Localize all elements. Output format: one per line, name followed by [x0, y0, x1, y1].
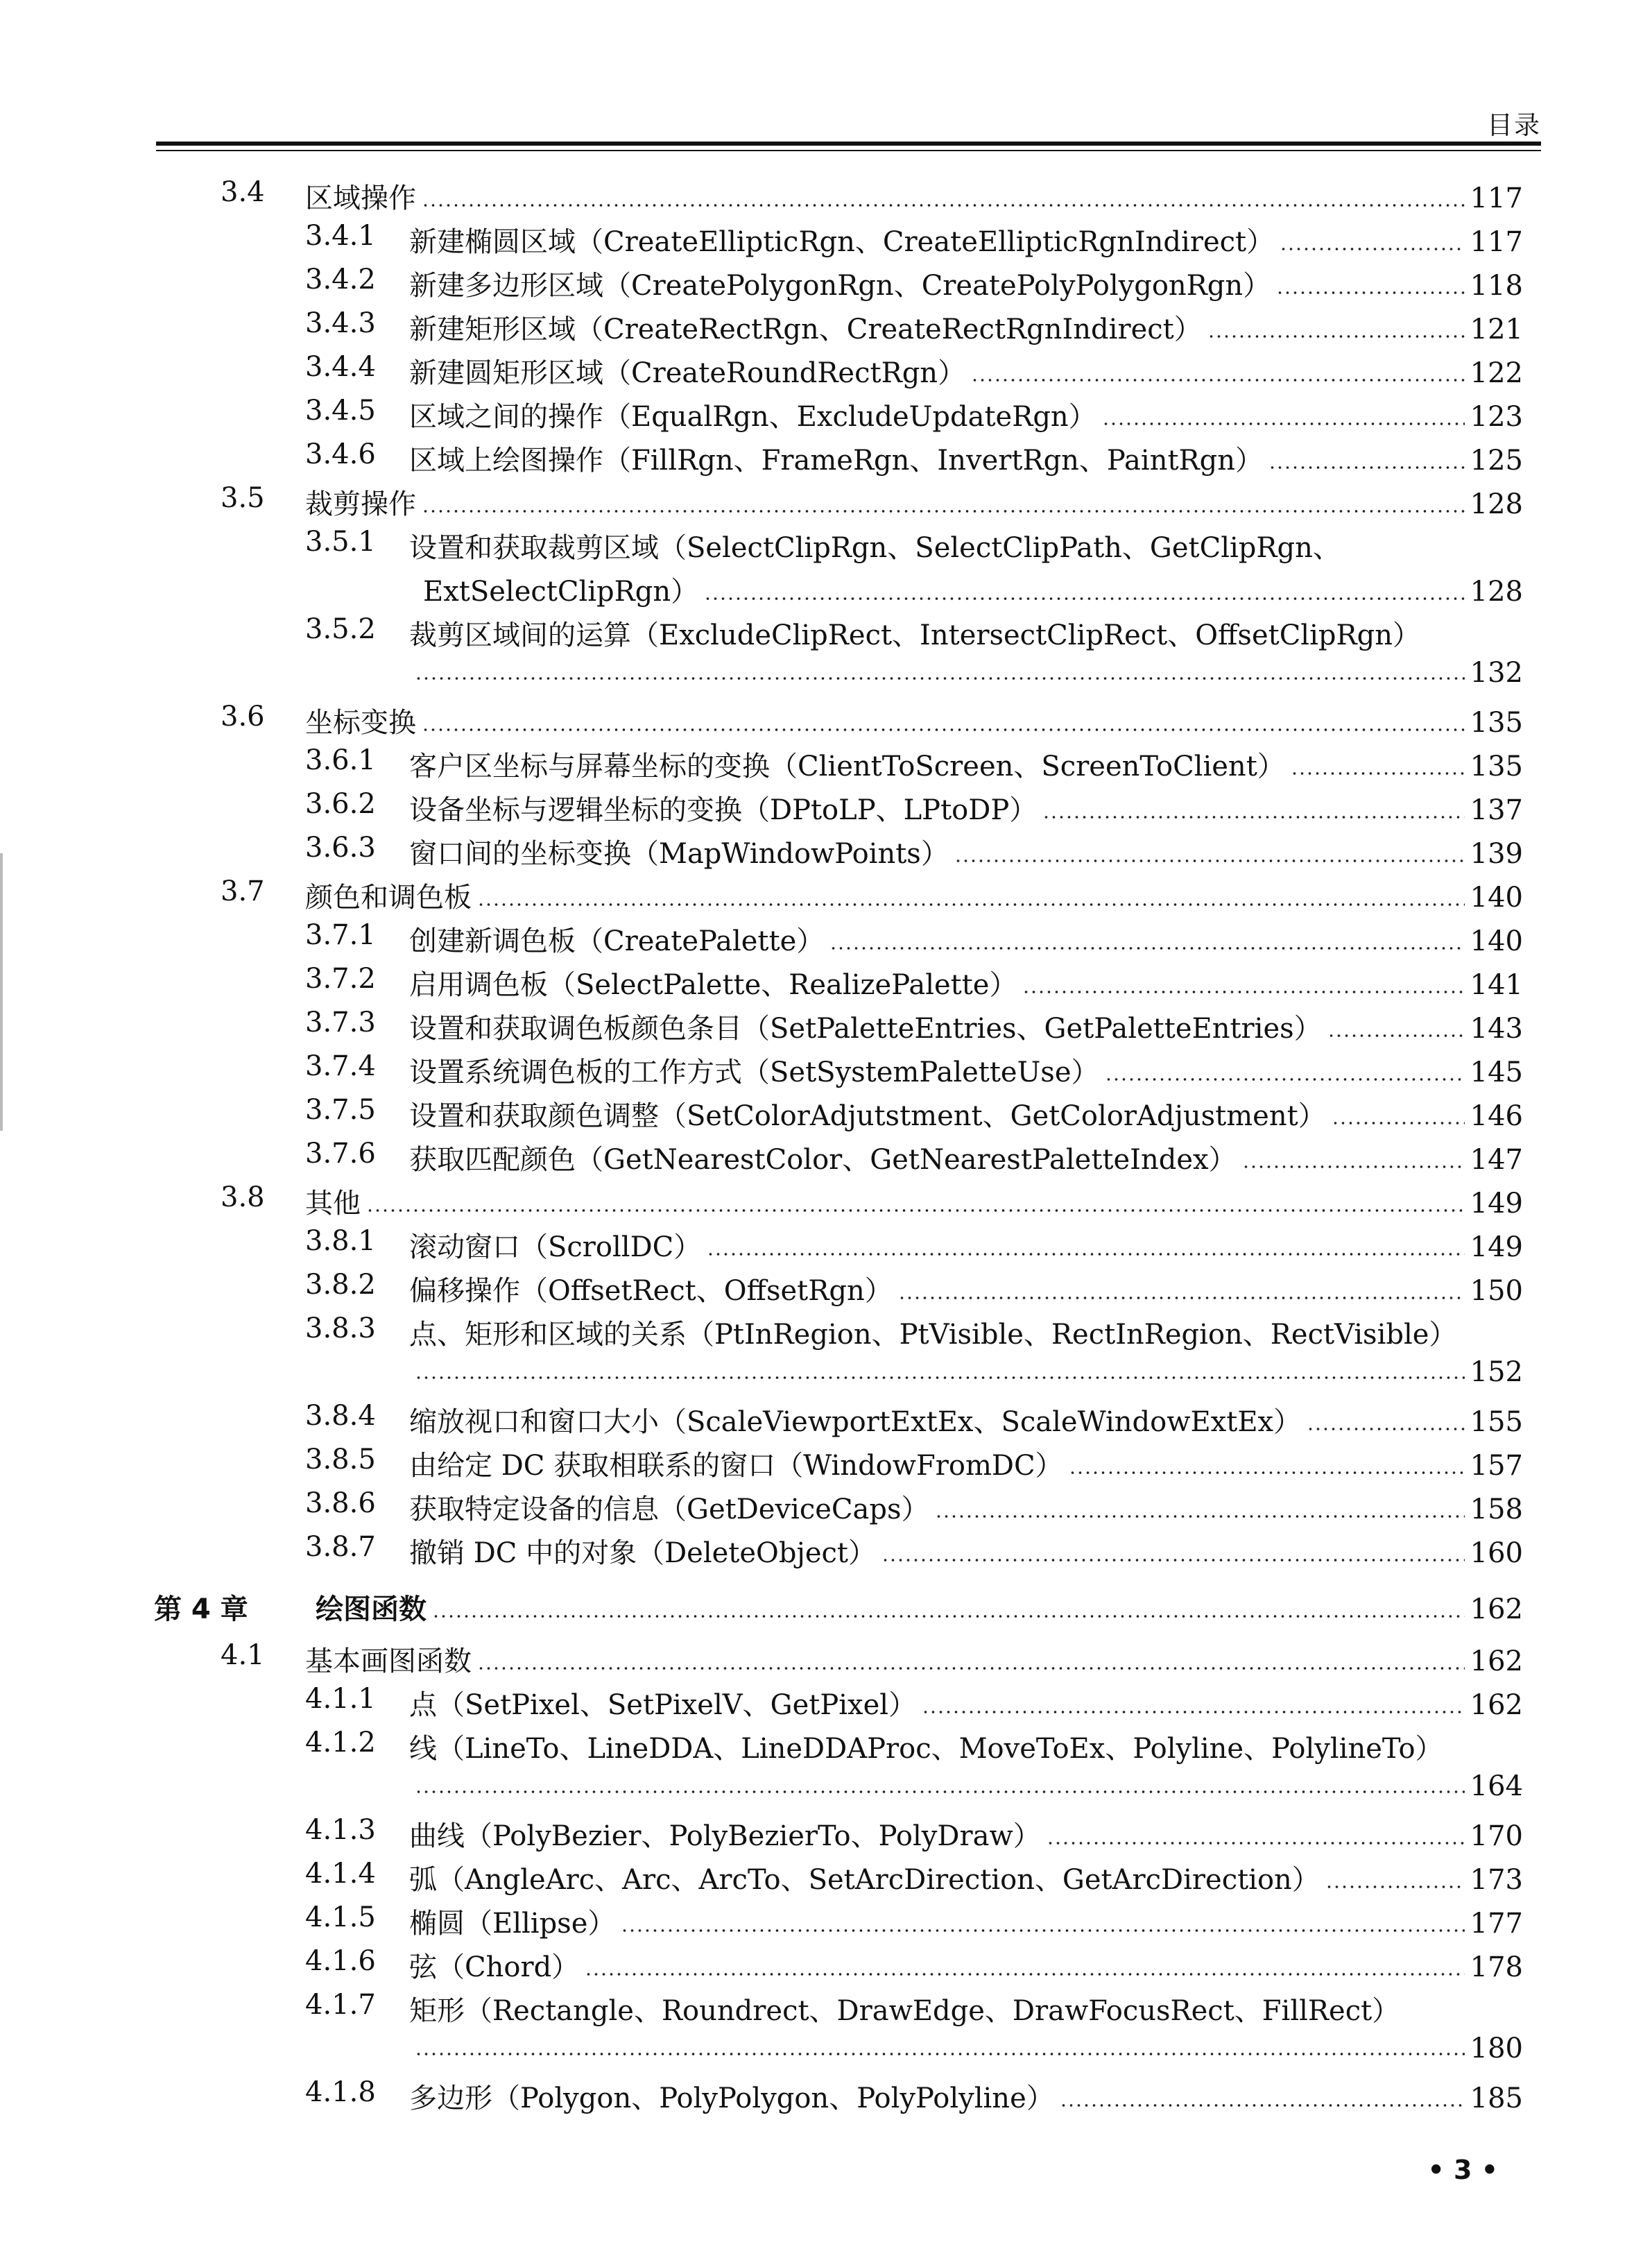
toc-page-number: 152: [1470, 1356, 1523, 1388]
toc-leader-dots: [1307, 1427, 1465, 1431]
toc-entry-line: [409, 1138, 1523, 1177]
toc-page-number: 177: [1470, 1908, 1523, 1940]
running-header-title: 目录: [1487, 110, 1541, 140]
toc-entry-line: [409, 832, 1523, 871]
toc-page-number: 137: [1470, 794, 1523, 826]
toc-entry-row[interactable]: [0, 1394, 1652, 1438]
toc-entry-title: 线（LineTo、LineDDA、LineDDAProc、MoveToEx、Polyline、PolylineTo）: [409, 1733, 1443, 1765]
toc-leader-dots: [585, 1972, 1464, 1976]
toc-entry-number: 3.7.2: [305, 963, 376, 995]
toc-page-number: 149: [1470, 1231, 1523, 1263]
toc-entry-row[interactable]: [0, 258, 1652, 302]
toc-page-number: 139: [1470, 838, 1523, 870]
toc-leader-dots: [1022, 990, 1464, 994]
toc-entry-line: [409, 1945, 1523, 1985]
toc-page-number: 185: [1470, 2082, 1523, 2114]
toc-page-number: 128: [1470, 576, 1523, 608]
toc-page-number: 145: [1470, 1057, 1523, 1088]
toc-entry-line: [409, 1269, 1523, 1308]
toc-leader-dots: [954, 859, 1465, 863]
toc-entry-title: 点（SetPixel、SetPixelV、GetPixel）: [409, 1689, 917, 1721]
toc-entry-number: 4.1.6: [305, 1945, 376, 1977]
toc-entry-row[interactable]: [0, 695, 1652, 739]
toc-entry-line: [409, 1444, 1523, 1483]
toc-page-number: 125: [1470, 445, 1523, 477]
toc-page-number: 135: [1470, 751, 1523, 782]
toc-page-number: 123: [1470, 401, 1523, 433]
toc-leader-dots: [707, 1252, 1464, 1256]
toc-leader-dots: [1069, 1471, 1465, 1475]
toc-page-number: 162: [1470, 1689, 1523, 1721]
toc-entry-number: 4.1.7: [305, 1989, 376, 2021]
toc-entry-number: 3.5.2: [305, 613, 376, 645]
toc-leader-dots: [415, 1790, 1465, 1794]
toc-entry-line: [409, 919, 1523, 959]
toc-entry-row[interactable]: [0, 1220, 1652, 1263]
toc-entry-number: 3.4.6: [305, 438, 376, 470]
header-rule-thin: [156, 150, 1541, 151]
toc-leader-dots: [1242, 1165, 1465, 1169]
toc-page-number: 157: [1470, 1450, 1523, 1482]
toc-entry-title: ExtSelectClipRgn）: [423, 576, 699, 608]
toc-leader-dots: [422, 203, 1465, 207]
toc-entry-line: [409, 744, 1523, 784]
toc-page-number: 178: [1470, 1951, 1523, 1983]
toc-page-number: 155: [1470, 1406, 1523, 1438]
toc-entry-row[interactable]: [0, 1176, 1652, 1220]
toc-entry-title: 新建多边形区域（CreatePolygonRgn、CreatePolyPolygonRgn）: [409, 270, 1271, 302]
toc-entry-title: 窗口间的坐标变换（MapWindowPoints）: [409, 838, 949, 870]
toc-leader-dots: [1327, 1034, 1465, 1038]
toc-entry-number: 4.1.3: [305, 1814, 376, 1846]
toc-entry-row[interactable]: [0, 1045, 1652, 1088]
toc-entry-row[interactable]: [0, 826, 1652, 870]
toc-entry-number: 3.8: [221, 1181, 265, 1213]
toc-leader-dots: [415, 2052, 1465, 2056]
toc-entry-line: [409, 1487, 1523, 1527]
toc-entry-line: [409, 1683, 1523, 1722]
toc-entry-number: 3.4.1: [305, 220, 376, 252]
toc-entry-title: 设置和获取调色板颜色条目（SetPaletteEntries、GetPaletteEntries）: [409, 1013, 1322, 1045]
toc-entry-row[interactable]: [0, 1307, 1652, 1351]
toc-leader-dots: [1276, 291, 1464, 295]
toc-entry-title: 裁剪区域间的运算（ExcludeClipRect、IntersectClipRect、OffsetClipRgn）: [409, 619, 1420, 651]
toc-leader-dots: [922, 1710, 1465, 1714]
toc-entry-line: [409, 963, 1523, 1002]
toc-entry-line: [409, 220, 1523, 259]
toc-entry-title: 多边形（Polygon、PolyPolygon、PolyPolyline）: [409, 2082, 1054, 2114]
toc-entry-line: [409, 1989, 1523, 2028]
toc-page-number: 128: [1470, 488, 1523, 520]
toc-entry-number: 3.8.2: [305, 1269, 376, 1301]
toc-entry-title: 区域操作: [305, 182, 416, 214]
toc-entry-row[interactable]: [0, 433, 1652, 477]
toc-entry-line: [409, 307, 1523, 347]
toc-entry-title: 椭圆（Ellipse）: [409, 1908, 616, 1940]
toc-entry-title: 创建新调色板（CreatePalette）: [409, 925, 825, 957]
toc-entry-line: [409, 395, 1523, 434]
toc-entry-title: 区域上绘图操作（FillRgn、FrameRgn、InvertRgn、PaintRgn）: [409, 445, 1264, 477]
toc-entry-number: 3.4.5: [305, 395, 376, 427]
toc-entry-title: 新建圆矩形区域（CreateRoundRectRgn）: [409, 357, 966, 389]
toc-entry-number: 3.8.6: [305, 1487, 376, 1519]
toc-leader-dots: [1105, 1077, 1465, 1081]
toc-entry-title: 滚动窗口（ScrollDC）: [409, 1231, 702, 1263]
toc-page-number: 143: [1470, 1013, 1523, 1045]
toc-entry-row[interactable]: [0, 1765, 1652, 1808]
toc-entry-number: 3.7.6: [305, 1138, 376, 1170]
toc-entry-title: 设置和获取裁剪区域（SelectClipRgn、SelectClipPath、GetClipRgn、: [409, 532, 1341, 564]
toc-entry-number: 3.8.3: [305, 1312, 376, 1344]
toc-entry-line: [409, 1356, 1523, 1388]
toc-page-number: 118: [1470, 270, 1523, 302]
toc-leader-dots: [1102, 422, 1465, 426]
toc-entry-title: 区域之间的操作（EqualRgn、ExcludeUpdateRgn）: [409, 401, 1096, 433]
toc-leader-dots: [1268, 465, 1465, 470]
toc-entry-row[interactable]: [0, 1351, 1652, 1394]
toc-entry-title: 弧（AngleArc、Arc、ArcTo、SetArcDirection、GetArcDirection）: [409, 1864, 1320, 1896]
toc-leader-dots: [935, 1514, 1465, 1519]
toc-entry-title: 新建矩形区域（CreateRectRgn、CreateRectRgnIndirect）: [409, 314, 1202, 345]
toc-entry-row[interactable]: [0, 1677, 1652, 1721]
toc-entry-title: 矩形（Rectangle、Roundrect、DrawEdge、DrawFocusRect、FillRect）: [409, 1995, 1400, 2027]
toc-leader-dots: [971, 378, 1465, 382]
toc-page-number: 140: [1470, 925, 1523, 957]
toc-entry-line: [409, 657, 1523, 689]
toc-entry-row[interactable]: [0, 782, 1652, 826]
toc-entry-row[interactable]: [0, 1001, 1652, 1045]
toc-entry-number: 4.1.1: [305, 1683, 376, 1715]
toc-page-number: 162: [1470, 1593, 1523, 1625]
toc-leader-dots: [366, 1208, 1465, 1213]
toc-entry-number: 3.5: [221, 482, 265, 514]
toc-page-number: 141: [1470, 969, 1523, 1001]
toc-entry-line: [409, 526, 1523, 565]
toc-page-number: 121: [1470, 314, 1523, 345]
toc-entry-line: [305, 1639, 1523, 1679]
toc-entry-line: [409, 1814, 1523, 1854]
toc-leader-dots: [881, 1558, 1465, 1562]
toc-entry-title: 坐标变换: [305, 707, 416, 739]
toc-entry-row[interactable]: [0, 1634, 1652, 1677]
toc-entry-line: [409, 1400, 1523, 1439]
toc-entry-row[interactable]: [0, 1721, 1652, 1765]
toc-leader-dots: [1060, 2103, 1465, 2107]
toc-entry-number: 3.6: [221, 701, 265, 733]
toc-entry-title: 基本画图函数: [305, 1645, 472, 1677]
toc-entry-line: [305, 176, 1523, 216]
toc-page-number: 180: [1470, 2033, 1523, 2064]
toc-leader-dots: [415, 676, 1465, 681]
toc-page-number: 135: [1470, 707, 1523, 739]
toc-entry-title: 弦（Chord）: [409, 1951, 580, 1983]
toc-entry-line: [409, 1727, 1523, 1766]
toc-entry-line: [409, 2033, 1523, 2064]
toc-leader-dots: [1332, 1121, 1465, 1125]
toc-entry-row[interactable]: [0, 1896, 1652, 1940]
toc-entry-row[interactable]: [0, 608, 1652, 651]
toc-entry-title: 客户区坐标与屏幕坐标的变换（ClientToScreen、ScreenToClient）: [409, 751, 1285, 782]
toc-entry-line: [409, 1901, 1523, 1941]
toc-leader-dots: [1207, 334, 1465, 339]
toc-entry-number: 3.8.7: [305, 1531, 376, 1563]
toc-leader-dots: [477, 903, 1465, 907]
toc-entry-line: [409, 1858, 1523, 1897]
toc-entry-line: [409, 788, 1523, 828]
toc-entry-number: 第 4 章: [154, 1593, 248, 1625]
toc-page-number: 147: [1470, 1144, 1523, 1176]
toc-entry-number: 3.4.3: [305, 307, 376, 339]
toc-page-number: 160: [1470, 1537, 1523, 1569]
toc-page-number: 117: [1470, 182, 1523, 214]
toc-entry-row[interactable]: [0, 389, 1652, 433]
toc-entry-line: [409, 2076, 1523, 2116]
toc-entry-line: [305, 701, 1523, 740]
toc-entry-row[interactable]: [0, 520, 1652, 564]
toc-entry-row[interactable]: [0, 651, 1652, 695]
toc-entry-row[interactable]: [0, 957, 1652, 1001]
toc-entry-number: 3.7.5: [305, 1094, 376, 1126]
toc-entry-title: 其他: [305, 1188, 361, 1220]
toc-entry-title: 缩放视口和窗口大小（ScaleViewportExtEx、ScaleWindowExtEx）: [409, 1406, 1302, 1438]
toc-entry-number: 4.1.2: [305, 1727, 376, 1759]
toc-leader-dots: [898, 1296, 1465, 1300]
toc-entry-title: 由给定 DC 获取相联系的窗口（WindowFromDC）: [409, 1450, 1063, 1482]
toc-leader-dots: [1280, 247, 1465, 251]
toc-entry-row[interactable]: [0, 1438, 1652, 1482]
toc-entry-row[interactable]: [0, 1808, 1652, 1852]
toc-entry-title: 偏移操作（OffsetRect、OffsetRgn）: [409, 1275, 893, 1307]
toc-leader-dots: [422, 728, 1465, 732]
toc-entry-row[interactable]: [0, 2027, 1652, 2071]
toc-entry-row[interactable]: [0, 345, 1652, 389]
toc-entry-number: 3.6.3: [305, 832, 376, 864]
toc-entry-row[interactable]: [0, 302, 1652, 345]
toc-entry-title: 启用调色板（SelectPalette、RealizePalette）: [409, 969, 1017, 1001]
scan-edge-mark: [0, 853, 3, 1131]
toc-entry-row[interactable]: [0, 2071, 1652, 2114]
toc-entry-number: 3.7: [221, 875, 265, 907]
toc-entry-line: [409, 264, 1523, 303]
toc-entry-line: [409, 1225, 1523, 1265]
toc-chapter-row[interactable]: [0, 1582, 1652, 1625]
toc-entry-number: 3.8.5: [305, 1444, 376, 1476]
toc-entry-line: [409, 1531, 1523, 1571]
toc-entry-line: [409, 1050, 1523, 1090]
toc-entry-number: 3.4.2: [305, 264, 376, 296]
toc-page-number: 170: [1470, 1820, 1523, 1852]
toc-page-number: 173: [1470, 1864, 1523, 1896]
toc-entry-title: 设备坐标与逻辑坐标的变换（DPtoLP、LPtoDP）: [409, 794, 1038, 826]
toc-page-number: 162: [1470, 1645, 1523, 1677]
toc-entry-row[interactable]: [0, 870, 1652, 914]
toc-entry-number: 3.5.1: [305, 526, 376, 558]
toc-entry-row[interactable]: [0, 1940, 1652, 1983]
toc-entry-row[interactable]: [0, 477, 1652, 520]
toc-entry-line: [409, 1094, 1523, 1134]
toc-entry-row[interactable]: [0, 171, 1652, 214]
toc-leader-dots: [704, 597, 1465, 601]
toc-entry-title: 获取匹配颜色（GetNearestColor、GetNearestPaletteIndex）: [409, 1144, 1237, 1176]
toc-entry-row[interactable]: [0, 1983, 1652, 2027]
toc-entry-title: 裁剪操作: [305, 488, 416, 520]
toc-entry-title: 新建椭圆区域（CreateEllipticRgn、CreateEllipticRgnIndirect）: [409, 226, 1275, 258]
toc-leader-dots: [432, 1614, 1465, 1618]
header-rule-thick: [156, 142, 1541, 146]
toc-entry-row[interactable]: [0, 1852, 1652, 1896]
toc-page-number: 149: [1470, 1188, 1523, 1220]
toc-entry-title: 曲线（PolyBezier、PolyBezierTo、PolyDraw）: [409, 1820, 1041, 1852]
toc-entry-line: [316, 1587, 1523, 1627]
toc-entry-line: [409, 1312, 1523, 1352]
toc-entry-number: 3.6.2: [305, 788, 376, 820]
toc-entry-title: 获取特定设备的信息（GetDeviceCaps）: [409, 1494, 929, 1525]
toc-entry-number: 3.7.1: [305, 919, 376, 951]
toc-leader-dots: [1042, 815, 1464, 819]
toc-entry-number: 3.4.4: [305, 351, 376, 383]
toc-entry-line: [305, 1181, 1523, 1221]
toc-leader-dots: [415, 1376, 1465, 1380]
toc-page-number: 140: [1470, 882, 1523, 914]
toc-entry-row[interactable]: [0, 564, 1652, 608]
toc-entry-number: 4.1.8: [305, 2076, 376, 2108]
toc-entry-title: 设置和获取颜色调整（SetColorAdjutstment、GetColorAdjustment）: [409, 1100, 1326, 1132]
toc-entry-number: 3.8.4: [305, 1400, 376, 1432]
toc-entry-line: [423, 570, 1523, 609]
toc-leader-dots: [621, 1928, 1464, 1933]
toc-entry-title: 绘图函数: [316, 1593, 427, 1625]
toc-leader-dots: [829, 946, 1464, 950]
table-of-contents: [0, 171, 1652, 2114]
toc-entry-row[interactable]: [0, 1263, 1652, 1307]
toc-entry-row[interactable]: [0, 914, 1652, 957]
toc-entry-number: 4.1.5: [305, 1901, 376, 1933]
toc-entry-number: 3.4: [221, 176, 265, 208]
toc-leader-dots: [477, 1666, 1465, 1670]
toc-entry-title: 颜色和调色板: [305, 882, 472, 914]
toc-entry-title: 设置系统调色板的工作方式（SetSystemPaletteUse）: [409, 1057, 1099, 1088]
toc-leader-dots: [422, 509, 1465, 513]
toc-leader-dots: [1047, 1841, 1465, 1845]
toc-entry-row[interactable]: [0, 1132, 1652, 1176]
toc-page-number: 158: [1470, 1494, 1523, 1525]
toc-entry-number: 3.6.1: [305, 744, 376, 776]
toc-page-number: 122: [1470, 357, 1523, 389]
toc-page-number: 146: [1470, 1100, 1523, 1132]
toc-entry-row[interactable]: [0, 1482, 1652, 1525]
toc-entry-line: [409, 351, 1523, 391]
toc-entry-line: [409, 613, 1523, 653]
toc-entry-line: [409, 1007, 1523, 1046]
toc-page-number: 132: [1470, 657, 1523, 689]
toc-entry-line: [305, 875, 1523, 915]
toc-entry-line: [305, 482, 1523, 522]
toc-entry-title: 点、矩形和区域的关系（PtInRegion、PtVisible、RectInRegion、RectVisible）: [409, 1319, 1457, 1351]
toc-entry-number: 4.1.4: [305, 1858, 376, 1890]
toc-entry-title: 撤销 DC 中的对象（DeleteObject）: [409, 1537, 877, 1569]
toc-entry-number: 3.7.3: [305, 1007, 376, 1038]
toc-entry-line: [409, 438, 1523, 478]
toc-entry-row[interactable]: [0, 1088, 1652, 1132]
toc-entry-row[interactable]: [0, 739, 1652, 782]
toc-entry-number: 4.1: [221, 1639, 265, 1671]
toc-entry-row[interactable]: [0, 1525, 1652, 1569]
toc-page-number: 164: [1470, 1770, 1523, 1802]
toc-page-number: 117: [1470, 226, 1523, 258]
toc-entry-number: 3.8.1: [305, 1225, 376, 1257]
toc-entry-number: 3.7.4: [305, 1050, 376, 1082]
page-number: • 3 •: [1427, 2155, 1498, 2185]
toc-entry-line: [409, 1770, 1523, 1802]
toc-leader-dots: [1291, 771, 1465, 776]
toc-entry-row[interactable]: [0, 214, 1652, 258]
toc-leader-dots: [1325, 1885, 1465, 1889]
toc-page-number: 150: [1470, 1275, 1523, 1307]
